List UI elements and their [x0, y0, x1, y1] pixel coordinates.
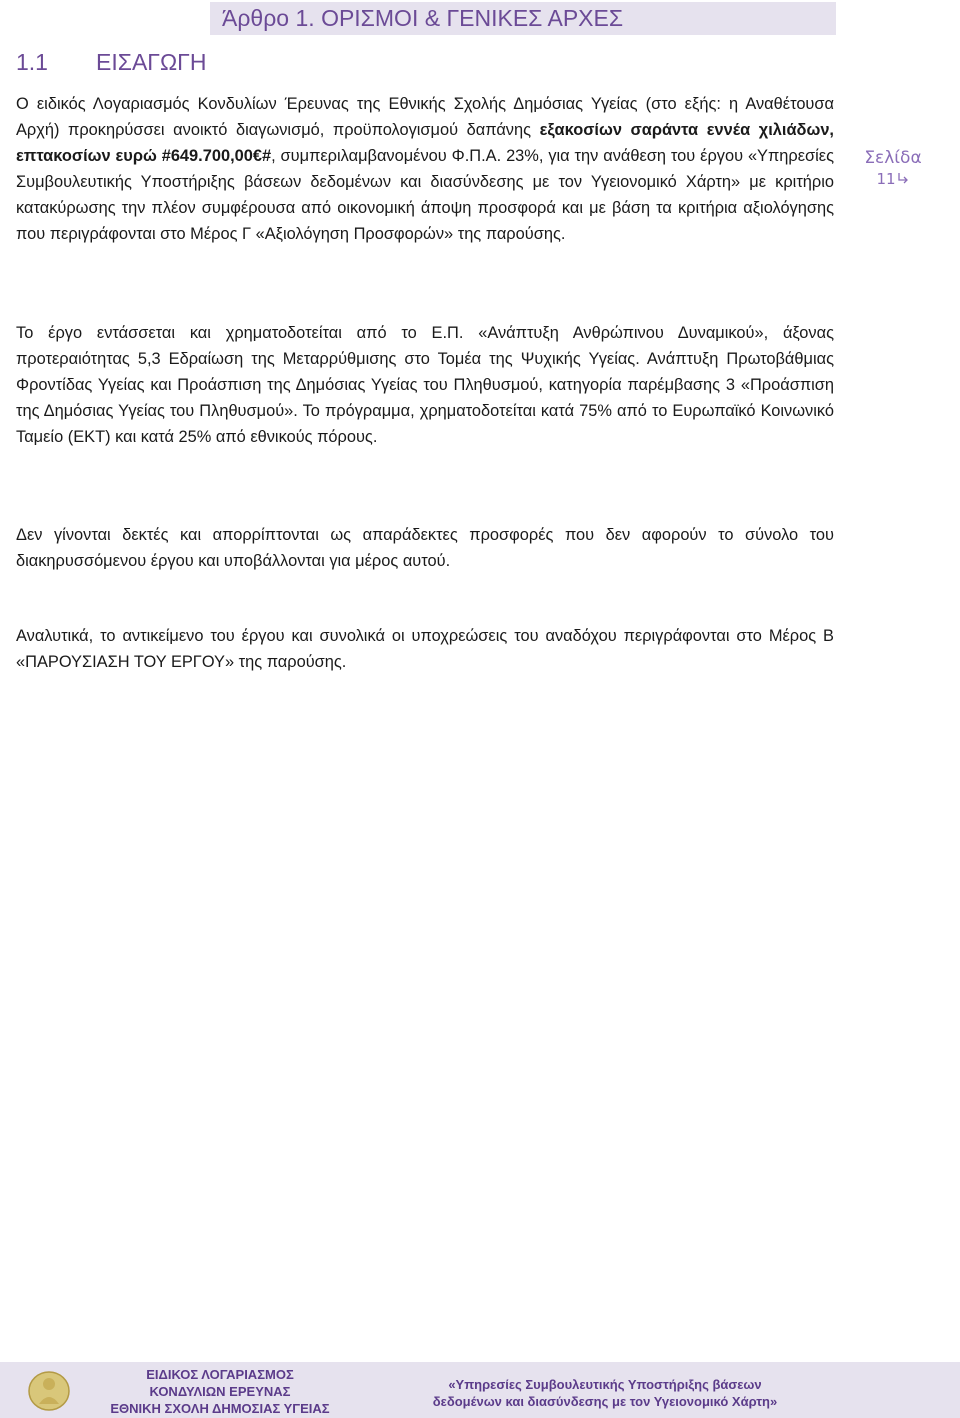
article-title: Άρθρο 1. ΟΡΙΣΜΟΙ & ΓΕΝΙΚΕΣ ΑΡΧΕΣ: [222, 5, 624, 31]
section-heading: [16, 48, 206, 76]
page-word: Σελίδα: [864, 148, 922, 168]
school-logo-icon: [26, 1370, 72, 1412]
footer-organization: [80, 1366, 360, 1417]
funding-paragraph: Το έργο εντάσσεται και χρηματοδοτείται από το Ε.Π. «Ανάπτυξη Ανθρώπινου Δυναμικού», άξονας προτεραιότητας 5,3 Εδραίωση της Μεταρρύθμισης στο Τομέα της Ψυχικής Υγείας. Ανάπτυξη Πρωτοβάθμιας Φροντίδας Υγείας και Προάσπιση της Δημόσιας Υγείας του Πληθυσμού, κατηγορία παρέμβασης 3 «Προάσπιση της Δημόσιας Υγείας του Πληθυσμού». Το πρόγραμμα, χρηματοδοτείται κατά 75% από το Ευρωπαϊκό Κοινωνικό Ταμείο (ΕΚΤ) και κατά 25% από εθνικούς πόρους.: [16, 324, 834, 446]
footer-org-line-2: ΚΟΝΔΥΛΙΩΝ ΕΡΕΥΝΑΣ: [149, 1384, 291, 1399]
section-title: ΕΙΣΑΓΩΓΗ: [96, 49, 207, 75]
footer-project-title: [380, 1376, 830, 1410]
intro-paragraph: [16, 91, 834, 247]
scope-paragraph: Αναλυτικά, το αντικείμενο του έργου και συνολικά οι υποχρεώσεις του αναδόχου περιγράφονται στο Μέρος Β «ΠΑΡΟΥΣΙΑΣΗ ΤΟΥ ΕΡΓΟΥ» της παρούσης.: [16, 627, 834, 671]
budget-amount: εξακοσίων σαράντα εννέα χιλιάδων, επτακοσίων ευρώ #649.700,00€#: [16, 121, 834, 165]
page-number: [858, 169, 928, 189]
footer-org-line-3: ΕΘΝΙΚΗ ΣΧΟΛΗ ΔΗΜΟΣΙΑΣ ΥΓΕΙΑΣ: [110, 1401, 330, 1416]
footer-org-line-1: ΕΙΔΙΚΟΣ ΛΟΓΑΡΙΑΣΜΟΣ: [146, 1367, 294, 1382]
page-number-value: 11: [876, 170, 896, 188]
footer-project-line-2: δεδομένων και διασύνδεσης με τον Υγειονομικό Χάρτη»: [432, 1394, 778, 1409]
corner-arrow-icon: [897, 172, 910, 185]
intro-text-end: , συμπεριλαμβανομένου Φ.Π.Α. 23%, για την ανάθεση του έργου «Υπηρεσίες Συμβουλευτικής Υποστήριξης βάσεων δεδομένων και διασύνδεσης με τον Υγειονομικό Χάρτη» με κριτήριο κατακύρωσης την πλέον συμφέρουσα από οικονομική άποψη προσφορά και με βάση τα κριτήρια αξιολόγησης που περιγράφονται στο Μέρος Γ «Αξιολόγηση Προσφορών» της παρούσης.: [16, 147, 835, 243]
page-number-label: [858, 147, 928, 189]
footer-project-line-1: «Υπηρεσίες Συμβουλευτικής Υποστήριξης βάσεων: [448, 1377, 762, 1392]
rejection-paragraph: Δεν γίνονται δεκτές και απορρίπτονται ως απαράδεκτες προσφορές που δεν αφορούν το σύνολο του διακηρυσσόμενου έργου και υποβάλλονται για μέρος αυτού.: [16, 526, 834, 570]
section-number: 1.1: [16, 49, 48, 75]
intro-text-start: Ο ειδικός Λογαριασμός Κονδυλίων Έρευνας της Εθνικής Σχολής Δημόσιας Υγείας (στο εξής: η Αναθέτουσα Αρχή) προκηρύσσει ανοικτό διαγωνισμό, προϋπολογισμού δαπάνης: [16, 95, 834, 139]
